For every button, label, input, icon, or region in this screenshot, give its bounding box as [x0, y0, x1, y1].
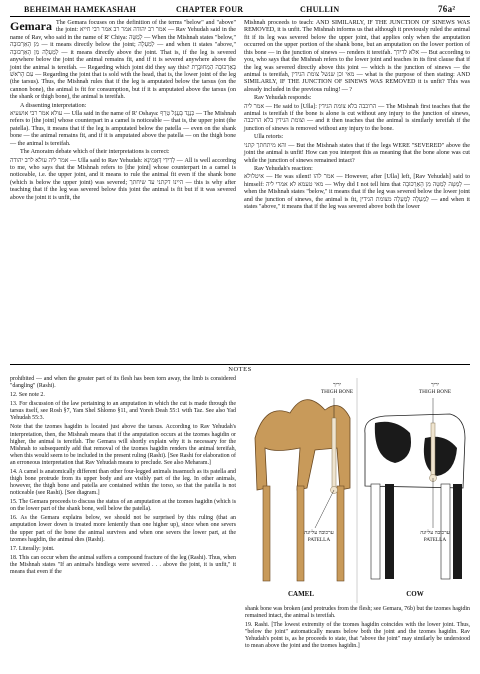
paragraph: אמר ליה — He said to [Ulla]: הרוכבה בלא צומת הגידין — The Mishnah first teaches that the animal is tereifah if the bone is alone is cut without any injury to the junction of sinews, וצומת הגידין בלא הרוכבה — and it then teaches that the animal is similarly tereifah if the junction of sinews is removed without any injury to the bone.	[244, 103, 471, 132]
paragraph: איטלולא — He was silent! אמר להו — However, after [Ulla] left, [Rav Yehudah] said to himself: מאי טעמא לא אמרי ליה — Why did I not tell him that לְמַטָּה לְמַטָּה מִן הָאַרְכּוּבָה — when the Mishnah states "below," it means that if the leg was severed below the lower joint and the junction of sinews, the animal is fit, לְמַעְלָה לְמַעְלָה מצומת הגידין — and when it states "above," it means that if the leg was severed above both the lower	[244, 174, 471, 211]
paragraph: A dissenting interpretation:	[20, 102, 87, 109]
patella-label-cow: PATELLA	[423, 537, 447, 543]
gemara-lead: Gemara	[10, 19, 52, 33]
note: Note that the tzomes hagidin is located just above the tarsus. According to Rav Yehudah's interpretation, then, the Mishnah means that if the amputation occurs at the tzomes hagidin or higher, the animal is tereifah. The Gemara will shortly explain why it is necessary for the Mishnah to subsequently add that removal of the tzomes hagidin renders the animal tereifah, when this would seem to be included in the present ruling (Rashi). [See Rashi for elaboration of an erroneous interpretation that Rav Yehudah means to preclude. See also Meharam.]	[10, 424, 236, 466]
paragraph: The Gemara focuses on the definition of the terms "below" and "above" the joint: אמר רב יהודה אמר רב אמר רבי חייא — Rav Yehudah said in the name of Rav, who said in the name of R' Chiya: לְמַטָּה — When the Mishnah states "below," מִן הָאַרְכּוּבָה — it means directly below the joint; לְמַעְלָה — and when it states "above," לְמַעְלָה מִן הָאַרְכּוּבָה — it means directly above the joint. That is, if the leg is severed anywhere below the joint the animal remains fit, and if it is severed anywhere above the joint the animal is tereifah. — Regarding which joint did they say this? בְּאַרְכּוּבָה הַמְחוּבֶּרֶת עִם הָרֹאשׁ — Regarding the joint that is sold with the head, that is, the lower joint of the leg (the tarsus). Thus, the Mishnah rules that if the leg is amputated below the tarsus (on the cannon bone), the animal is fit for consumption, but if it is amputated above the tarsus (on the shank or thigh bone), the animal is tereifah.	[10, 20, 237, 101]
hebrew-thigh-label-camel: יריך	[333, 382, 341, 388]
running-header	[10, 4, 470, 17]
hebrew-thigh-label-cow: יריך	[431, 382, 439, 388]
note: 18. This can occur when the animal suffers a compound fracture of the leg (Rashi). Thus, when the Mishnah states "If an animal's hindlegs were severed . . . above the joint, it is unfit," it means that even if the	[10, 554, 236, 575]
thigh-bone-label-camel: THIGH BONE	[320, 389, 354, 395]
note: prohibited — and when the greater part of its flesh has been torn away, the limb is considered "dangling" (Rashi).	[10, 376, 236, 390]
paragraph: והא מיתחתך קתני — But the Mishnah states that if the legs WERE "SEVERED" above the joint the animal is unfit! How can you interpret this as meaning that the bone alone was cut while the junction of sinews remained intact?	[244, 142, 470, 164]
main-right-column	[244, 20, 470, 213]
paragraph: Ulla retorts:	[254, 134, 284, 141]
camel-caption: CAMEL	[287, 590, 315, 598]
note: 13. For discussion of the law pertaining to an amputation in which the cut is made through the tarsus itself, see Rosh §7, Yam Shel Shlomo §11, and Yoreh Deah 55:1 with Taz. See also Yad Yehudah 55:3.	[10, 401, 236, 422]
note: 15. The Gemara proceeds to discuss the status of an amputation at the tzomes hagidin (which is on the lower part of the shank bone, well below the patella).	[10, 499, 236, 513]
camel-cow-illustration	[245, 378, 470, 603]
paragraph: אמר ליה עולא לרב יהודה — Ulla said to Rav Yehudah: לְדִידִי דְּאָמִינָא — All is well according to me, who says that the Mishnah refers to [the joint] whose counterpart in a camel is noticeable, i.e. the upper joint, and it means to rule the animal fit even if the shank bone (which is below the upper joint) was severed; היינו דקתני עד שיחתך — this is why after teaching that if the leg was severed below this joint the animal is fit but if it was severed above the joint it is unfit, the	[10, 157, 236, 201]
note: 17. Literally: joint.	[10, 545, 55, 552]
note: 12. See note 2.	[10, 392, 45, 399]
cow-caption: COW	[406, 590, 424, 598]
thigh-bone-label-cow: THIGH BONE	[418, 389, 452, 395]
patella-label-camel: PATELLA	[307, 537, 331, 543]
tractate-label: CHULLIN	[300, 5, 340, 14]
note: 19. Rashi. [The lowest extremity of the tzomes hagidin coincides with the lower joint. Thus, "below the joint" automatically means below both the joint and the tzomes hagidin. Rav Yehudah's point is, as he proceeds to state, that "above the joint" may similarly be understood to mean above the joint and the tzomes hagidin.]	[245, 622, 470, 650]
notes-left-column	[10, 376, 236, 578]
paragraph: The Amoraim debate which of their interpretations is correct:	[20, 149, 170, 156]
paragraph: Rav Yehudah responds:	[254, 95, 312, 102]
main-left-column	[10, 20, 236, 203]
notes-title: NOTES	[228, 366, 252, 373]
book-title: BEHEIMAH HAMEKASHAH	[24, 5, 137, 14]
paragraph: עולא אמר רבי אושעיא — Ulla said in the name of R' Oshaya: כְּנֶגֶד בָּעֶגֶל טְרֵף — The Mishnah refers to [the joint] whose counterpart in a camel is noticeable — that is, the upper joint (the patella). Thus, it means that if the leg is amputated below the patella — even on the shank bone — the animal remains fit, and if it is amputated above the patella — on the thigh bone — the animal is tereifah.	[10, 111, 237, 147]
notes-right-column	[245, 606, 470, 652]
chapter-label: CHAPTER FOUR	[176, 5, 244, 14]
cow-drawing	[365, 398, 465, 579]
page-number: 76a²	[438, 4, 456, 14]
anatomy-diagram	[245, 378, 470, 603]
note: shank bone was broken (and protrudes from the flesh; see Gemara, 76b) but the tzomes hagidin remained intact, the animal is tereifah.	[245, 606, 470, 620]
notes-divider	[10, 364, 470, 365]
paragraph: Mishnah proceeds to teach: AND SIMILARLY, IF THE JUNCTION OF SINEWS WAS REMOVED, it is unfit. The Mishnah informs us that although it previously ruled the animal fit if its leg was severed below the upper joint, that applies only when the amputation occurred on the upper portion of the shank bone, but an amputation on the lower portion of this bone — in the junction of sinews — renders it tereifah. אלא לדידך — But according to you, who says that the Mishnah refers to the lower joint and teaches in its first clause that if the leg was severed directly above this joint — which is the junction of sinews — the animal is tereifah, מאי וכן שנשל צומת הגידין — what is the purpose of then stating: AND SIMILARLY, IF THE JUNCTION OF SINEWS WAS REMOVED it is unfit? This was already included in the previous ruling! — ?	[244, 20, 470, 93]
note: 16. As the Gemara explains below, we should not be surprised by this ruling (that an amputation lower down is treated more leniently than one higher up), since when one severs the upper part of the bone the animal survives and when one severs the lower part, at the tzomes hagidin, the animal dies (Rashi).	[10, 515, 236, 543]
paragraph: Rav Yehudah's reaction:	[254, 166, 313, 173]
hebrew-patella-label-cow: ערכובה עליונה	[420, 530, 450, 536]
note: 14. A camel is anatomically different than other four-legged animals inasmuch as its patella and thigh bone protrude from its upper body and are visibly part of the leg. In other animals, however, the thigh bone and patella are contained within the torso, so that the patella is not noticeable (see Rashi). [See diagram.]	[10, 468, 236, 497]
camel-drawing	[255, 398, 350, 581]
hebrew-patella-label-camel: ערכובה עליונה	[304, 530, 334, 536]
